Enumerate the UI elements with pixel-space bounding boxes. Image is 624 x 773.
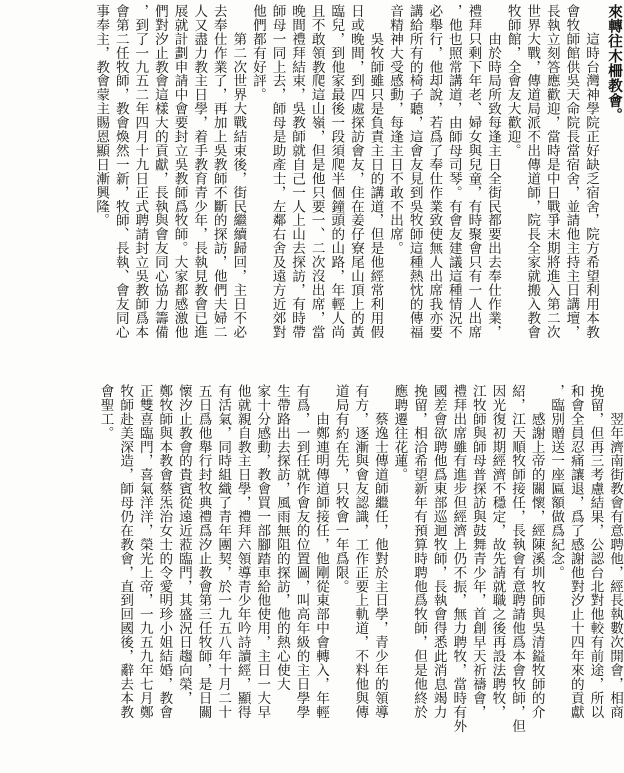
text-column: 事奉主，教會蒙主賜恩顯日漸興隆。 [93,4,110,228]
text-column: 由於時局所致每逢主日全街民都要出去奉仕作業， [485,4,502,339]
text-column: 講給所有的椅子聽，這會友見到吳牧師這種熱忱的傳福 [406,4,423,339]
text-column: 師母一同上去，師母是助產士，左鄰右舍及遠方近郊對 [269,4,286,339]
bottom-text-section [95,384,624,769]
text-column: 應聘遷往花蓮。 [391,384,408,482]
text-column: 蔡逸士傳道師繼任，他對於主日學，青少年的領導 [371,384,388,719]
text-column: 挽留，但再三考慮結果，公認台北對他較有前途，所以 [587,384,604,719]
text-column: 由鄭連明傳道師接任，他剛從東部中會轉入，年輕 [313,384,330,719]
text-column: 有爲，一到任就作會友的位置圖，叫高年級的主日學學 [293,384,310,719]
text-column: 翌年濟南街教會有意聘他，經長執數次開會，相商 [607,384,623,719]
text-column: 來轉往木柵教會。 [606,4,623,123]
text-column: 們對汐止教會這樣大的貢獻，長執與會友同心協力籌備 [151,4,168,339]
text-column: 有方，逐漸與會友認識，工作正要上軌道，不料他與傳 [352,384,369,719]
text-column: 吳牧師雖只是負責主日的講道，但是他經常利用假 [367,4,384,339]
text-column: 臨兒，到他家最後一段須爬半個鐘頭的山路，年輕人尚 [328,4,345,339]
top-text-section [91,4,624,376]
text-column: 國差會欲聘他爲東部巡迴牧師，長執會得悉此消息竭力 [430,384,447,719]
text-column: 且不敢領教爬這山嶺，但是他只要一、二次沒出席，當 [308,4,325,339]
text-column: 感謝上帝的關懷，經陳溪圳牧師與吳清鎰牧師的介 [528,384,545,719]
text-column: 禮拜出席雖有進步但經濟上仍不振，無力聘牧，當時有外 [450,384,467,733]
text-column: 江牧師與師母普探訪與鼓舞青少年，首創早天祈禱會， [469,384,486,719]
text-column: 鄭牧師與本教會蔡炁治女士的令愛明珍小姐結婚，教會 [156,384,173,719]
text-column: 展就計劃申請中會要封立吳教師爲牧師。大家都感激他 [171,4,188,339]
text-column: 會聖工。 [97,384,114,440]
text-column: 生帶路出去探訪，風雨無阻的探訪，他的熱心使大 [273,384,290,691]
text-column: 日或晚間，到四處探訪會友，住在姜仔寮尾山頂上的黃 [347,4,364,339]
text-column: ，臨別贈送一座匾額做爲紀念。 [548,384,565,580]
text-column: 長執立刻答應歡迎，當時是中日戰爭末期將進入第二次 [543,4,560,339]
text-column: 音精神大受感動，每逢主日不敢不出席。 [387,4,404,256]
text-column: 家十分感動，教會買一部腳踏車給他使用，主日一大早 [254,384,271,719]
text-column: 五日爲他舉行封牧典禮爲汐止教會第三任牧師，是日關 [195,384,212,719]
text-column: 第二次世界大戰結束後，街民繼續歸回，主日不必 [230,4,247,339]
text-column: ，他也照常講道，由師母司琴。有會友建議這種情況不 [445,4,462,339]
text-column: 去奉仕作業了，再加上吳教師不斷的探訪，他們夫婦二 [210,4,227,339]
text-column: 會第二任牧師，教會煥然一新，牧師、長執、會友同心 [112,4,129,339]
text-column: 有活氣，同時組織了青年團契，於一九五八年十月二十 [215,384,232,719]
text-column: 道局有約在先，只牧會一年爲限。 [332,384,349,594]
text-column: 牧師赴美深造，師母仍在教會，直到回國後，辭去本教 [117,384,134,719]
text-column: 會牧師館供吳天命院長當宿舍，並請他主持主日講壇， [563,4,580,339]
text-column: 他們都有好評。 [249,4,266,102]
text-column: ，到了一九五二年四月十九日正式聘請封立吳教師爲本 [132,4,149,339]
text-column: 必舉行，他却說，若爲了奉仕作業致使無人出席我亦要 [426,4,443,339]
text-column: 正雙喜臨門，喜氣洋洋，榮光上帝，一九五九年七月鄭 [136,384,153,719]
text-column: 懷汐止教會的貴賓從遠近蒞臨門，其盛況日趨向榮， [175,384,192,705]
text-column: 這時台灣神學院正好缺乏宿舍，院方希望利用本教 [583,4,599,339]
text-column: 他就親自教主日學，禮拜六領導青少年吟詩讀經，顯得 [234,384,251,719]
text-column: 和會全員忍痛讓退，爲了感謝他對汐止十四年來的貢獻 [567,384,584,719]
text-column: 挽留，相洽希望新年有預算時聘他爲牧師，但是他終於 [411,384,428,719]
text-column: 人又盡力教主日學，着手教育青少年，長執見教會已進 [191,4,208,339]
text-column: 因光復初期經濟不穩定，故先請就職之後再設法聘牧， [489,384,506,719]
text-column: 世界大戰，傳道局派不出傳道師，院長全家就搬入教會 [524,4,541,339]
text-column: 紹，江天順牧師接任，長執會有意聘請他爲本會牧師，但 [509,384,526,733]
text-column: 牧師館，全會友大歡迎。 [504,4,521,158]
text-column: 禮拜只剩下年老、婦女與兒童，有時聚會只有一人出席 [465,4,482,339]
text-column: 晚間禮拜結束，吳教師就自己一人上山去探訪，有時帶 [289,4,306,339]
